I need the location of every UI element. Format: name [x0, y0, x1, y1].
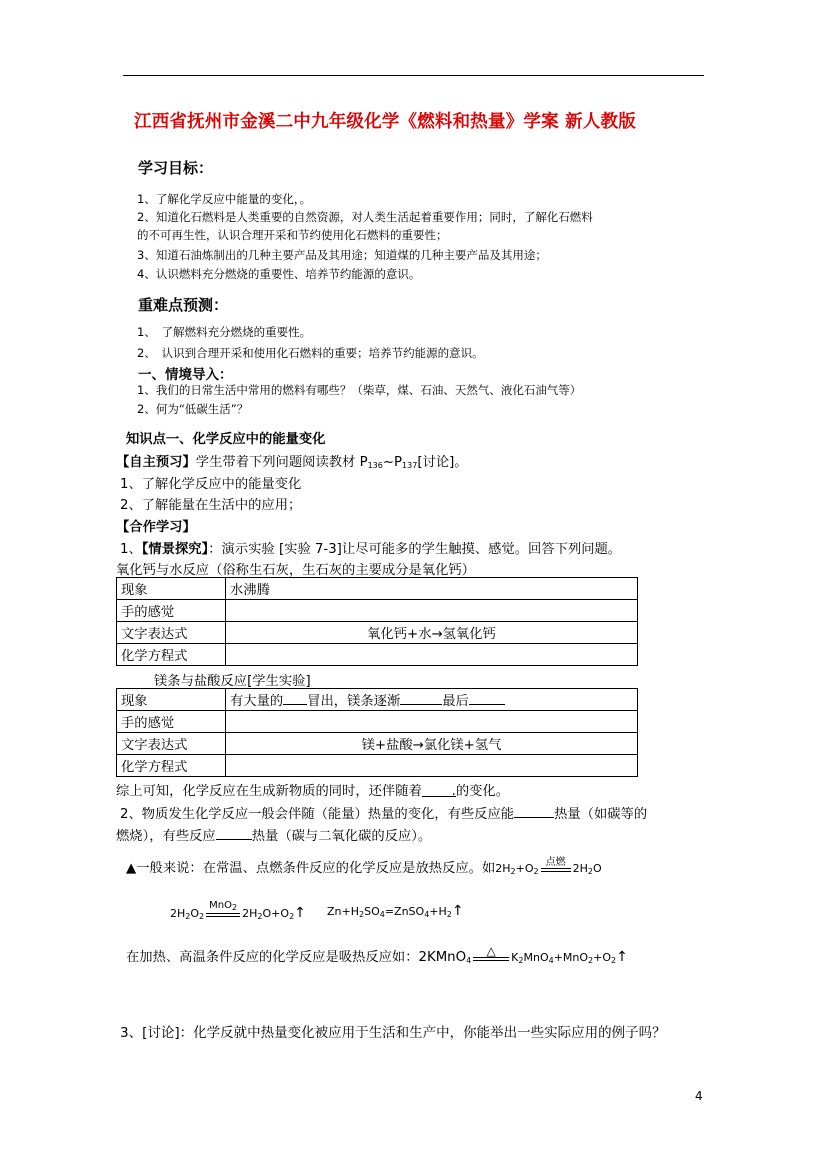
key-point-item: 2、 认识到合理开采和使用化石燃料的重要；培养节约能源的意识。 — [137, 346, 484, 360]
eq3-part: +H — [429, 905, 447, 918]
condition-label: MnO$_2$ — [209, 900, 238, 912]
preview-sub1: 136 — [367, 461, 383, 470]
eq2-part: O+O — [262, 907, 290, 920]
answer-blank — [400, 692, 442, 705]
answer-blank — [216, 827, 252, 840]
answer-blank — [469, 692, 505, 705]
table-value: 镁+盐酸→氯化镁+氢气 — [226, 733, 638, 755]
objective-item: 3、知道石油炼制出的几种主要产品及其用途；知道煤的几种主要产品及其用途； — [137, 248, 547, 262]
answer-blank — [422, 784, 456, 797]
header-rule — [123, 75, 704, 76]
p2-text-a: 2、物质发生化学反应一般会伴随（能量）热量的变化，有些反应能 — [120, 807, 515, 822]
table-value — [226, 644, 638, 666]
preview-text-b: [讨论]。 — [417, 455, 468, 470]
table-row — [117, 755, 638, 777]
table-row — [117, 578, 638, 600]
explore-num: 1、 — [120, 542, 142, 557]
table-value — [226, 689, 638, 711]
phenomenon-c: 最后 — [442, 694, 469, 709]
table-row — [117, 622, 638, 644]
table-label: 手的感觉 — [117, 600, 226, 622]
key-point-item: 1、 了解燃料充分燃烧的重要性。 — [137, 325, 312, 339]
experiment1-table — [116, 577, 638, 666]
intro-heading: 一、情境导入： — [138, 367, 233, 383]
equation-3: $Zn+H_2SO_4=ZnSO_4+H_2↑$ — [327, 903, 464, 919]
eq1-part: O — [592, 862, 602, 875]
table-label: 化学方程式 — [117, 755, 226, 777]
explore-tag: 【情景探究】 — [141, 542, 209, 557]
equation-1: $2H_2+O_2$ 点燃 $2H_2O$ — [495, 857, 602, 876]
eq2-part: 2H — [242, 907, 258, 920]
table-value: 水沸腾 — [226, 578, 638, 600]
condition-label: 点燃 — [545, 857, 566, 868]
explore-line — [120, 538, 621, 557]
exothermic-rule — [126, 857, 602, 876]
table-value — [226, 755, 638, 777]
objective-item: 的不可再生性，认识合理开采和节约使用化石燃料的重要性； — [137, 228, 448, 242]
paragraph-2-cont — [116, 825, 431, 844]
preview-sub2: 137 — [402, 461, 418, 470]
intro-item: 1、我们的日常生活中常用的燃料有哪些？（柴草，煤、石油、天然气、液化石油气等） — [137, 383, 582, 397]
table-label: 现象 — [117, 689, 226, 711]
answer-blank — [283, 692, 307, 705]
gas-arrow: ↑ — [616, 949, 628, 965]
key-points-heading: 重难点预测： — [138, 296, 229, 314]
gas-arrow: ↑ — [451, 903, 464, 919]
table-value — [226, 711, 638, 733]
phenomenon-a: 有大量的 — [230, 694, 284, 709]
condition-mark — [206, 900, 240, 921]
phenomenon-b: 冒出，镁条逐渐 — [307, 694, 401, 709]
blank-mark: . — [451, 784, 456, 799]
explore-text: ：演示实验 [实验 7-3]让尽可能多的学生触摸、感觉。回答下列问题。 — [208, 542, 622, 557]
table-label: 现象 — [117, 578, 226, 600]
eq3-part: SO — [364, 905, 380, 918]
gas-arrow: ↑ — [294, 905, 306, 921]
table-row — [117, 644, 638, 666]
eq1-part: 2H — [495, 862, 511, 875]
preview-question: 1、了解化学反应中的能量变化 — [120, 477, 302, 492]
exothermic-text: ▲一般来说：在常温、点燃条件反应的化学反应是放热反应。如 — [126, 861, 496, 876]
experiment2-title: 镁条与盐酸反应[学生实验] — [154, 674, 311, 689]
p2-text-c: 燃烧），有些反应 — [116, 829, 216, 844]
preview-text-a: 学生带着下列问题阅读教材 P — [195, 455, 368, 470]
eq3-part: Zn+H — [327, 905, 359, 918]
experiment1-title: 氧化钙与水反应（俗称生石灰，生石灰的主要成分是氧化钙） — [116, 563, 476, 578]
knowledge-heading — [126, 428, 325, 447]
document-title: 江西省抚州市金溪二中九年级化学《燃料和热量》学案 新人教版 — [134, 112, 636, 132]
table-label: 手的感觉 — [117, 711, 226, 733]
table-label: 化学方程式 — [117, 644, 226, 666]
heat-icon: △ — [486, 944, 496, 958]
table-row — [117, 711, 638, 733]
summary-text-b: 的变化。 — [455, 784, 510, 799]
objectives-heading: 学习目标： — [138, 159, 214, 177]
paragraph-2 — [120, 803, 647, 822]
page-number: 4 — [695, 1089, 703, 1103]
endothermic-rule: 在加热、高温条件反应的化学反应是吸热反应如：2KMnO$_4$ △ $K_2MnO_4+MnO_2+O_2↑$ — [126, 944, 628, 965]
table-row — [117, 689, 638, 711]
equation-2: $2H_2O_2$ MnO$_2$ $2H_2O+O_2↑$ — [170, 900, 306, 921]
discussion-question: 3、[讨论]：化学反就中热量变化被应用于生活和生产中，你能举出一些实际应用的例子吗？ — [120, 1025, 666, 1041]
experiment2-table — [116, 688, 638, 777]
eq1-part: 2H — [572, 862, 588, 875]
intro-item: 2、何为“低碳生活”？ — [137, 402, 249, 416]
endothermic-text: 在加热、高温条件反应的化学反应是吸热反应如：2KMnO — [126, 950, 467, 965]
cooperative-tag: 【合作学习】 — [116, 520, 196, 535]
table-label: 文字表达式 — [117, 733, 226, 755]
objective-item: 2、知道化石燃料是人类重要的自然资源，对人类生活起着重要作用；同时，了解化石燃料 — [137, 210, 593, 224]
eq2-part: 2H — [170, 907, 186, 920]
eq2-part: O — [190, 907, 200, 920]
p2-text-b: 热量（如碳等的 — [554, 807, 648, 822]
preview-tag: 【自主预习】 — [116, 455, 196, 470]
preview-question: 2、了解能量在生活中的应用； — [120, 498, 302, 513]
summary-line — [116, 780, 509, 799]
endo-products: $K_2MnO_4+MnO_2+O_2↑$ — [511, 949, 628, 965]
condition-mark — [473, 946, 509, 965]
table-value: 氧化钙+水→氢氧化钙 — [226, 622, 638, 644]
eq1-part: +O — [515, 862, 534, 875]
preview-line — [116, 451, 468, 470]
knowledge-heading-text: 知识点一、化学反应中的能量变化 — [126, 432, 326, 447]
table-value — [226, 600, 638, 622]
summary-text-a: 综上可知，化学反应在生成新物质的同时，还伴随着 — [116, 784, 422, 799]
table-row — [117, 733, 638, 755]
preview-mid: ~P — [382, 455, 403, 470]
table-label: 文字表达式 — [117, 622, 226, 644]
condition-mark — [541, 857, 571, 876]
answer-blank — [514, 805, 554, 818]
objective-item: 1、了解化学反应中能量的变化，。 — [137, 192, 312, 206]
eq3-part: =ZnSO — [384, 905, 425, 918]
objective-item: 4、认识燃料充分燃烧的重要性、培养节约能源的意识。 — [137, 267, 421, 281]
p2-text-d: 热量（碳与二氧化碳的反应）。 — [251, 829, 432, 844]
table-row — [117, 600, 638, 622]
